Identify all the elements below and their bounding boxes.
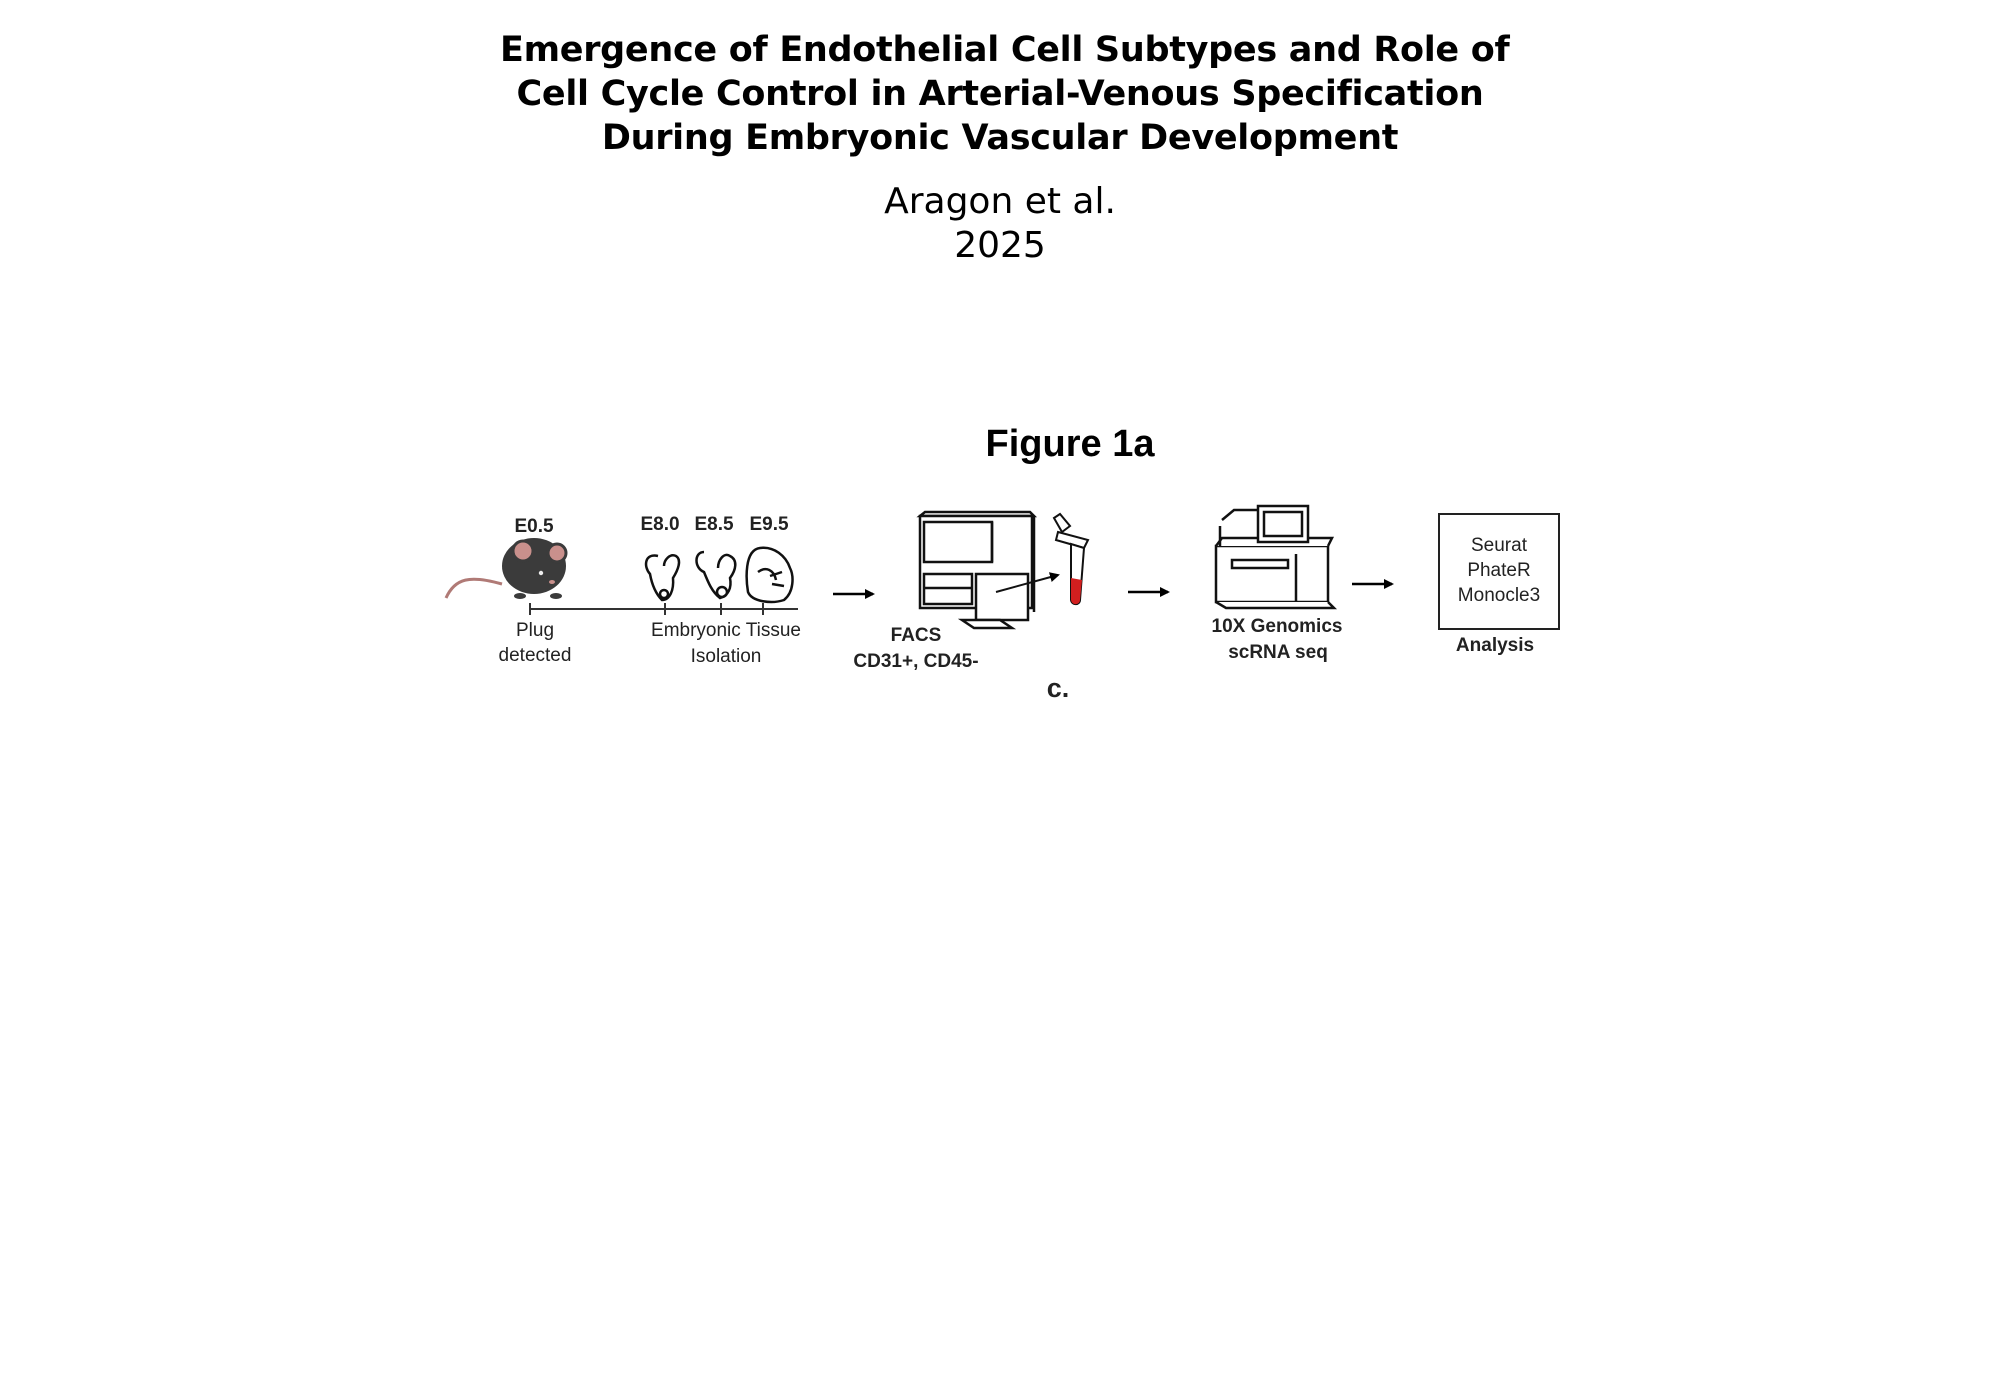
analysis-tool: Monocle3	[1457, 585, 1541, 606]
embryo-e9-5-icon	[747, 548, 793, 602]
title-line: During Embryonic Vascular Development	[601, 118, 1399, 158]
embryo-e8-5-icon	[697, 552, 736, 598]
mouse-tail	[446, 579, 502, 598]
mouse-ear-left	[513, 541, 533, 561]
genomics-label: 10X Genomics	[1211, 616, 1343, 637]
tissue-isolation-label: Embryonic Tissue	[651, 620, 801, 641]
panel-label: c.	[1046, 673, 1070, 703]
figure-heading: Figure 1a	[985, 423, 1155, 465]
mouse-eye	[539, 571, 543, 575]
analysis-tool: PhateR	[1467, 560, 1531, 581]
authors: Aragon et al.	[884, 181, 1116, 222]
mouse-foot	[514, 593, 526, 599]
stage-label-e8-0: E8.0	[640, 514, 680, 535]
mouse-foot	[550, 593, 562, 599]
year: 2025	[954, 225, 1046, 266]
title-line: Emergence of Endothelial Cell Subtypes and Role of	[500, 30, 1510, 70]
timeline	[530, 603, 798, 615]
plug-label: Plug	[515, 620, 555, 641]
scrna-seq-label: scRNA seq	[1228, 642, 1328, 663]
stage-label-e8-5: E8.5	[694, 514, 734, 535]
facs-machine-icon	[920, 512, 1034, 628]
sequencer-icon	[1216, 506, 1334, 608]
analysis-label: Analysis	[1455, 635, 1535, 656]
embryo-e8-0-icon	[646, 555, 679, 600]
stage-label-e9-5: E9.5	[749, 514, 789, 535]
tissue-isolation-label: Isolation	[690, 646, 762, 667]
title-line: Cell Cycle Control in Arterial-Venous Specification	[516, 74, 1484, 114]
plug-label: detected	[498, 645, 572, 666]
mouse-nose	[549, 580, 555, 584]
mouse-icon	[446, 538, 566, 599]
mouse-ear-right	[548, 544, 566, 562]
facs-markers-label: CD31+, CD45-	[853, 651, 979, 672]
sample-tube-icon	[1054, 514, 1088, 604]
analysis-tool: Seurat	[1471, 535, 1527, 556]
facs-label: FACS	[890, 625, 942, 646]
stage-label-e0-5: E0.5	[514, 516, 554, 537]
